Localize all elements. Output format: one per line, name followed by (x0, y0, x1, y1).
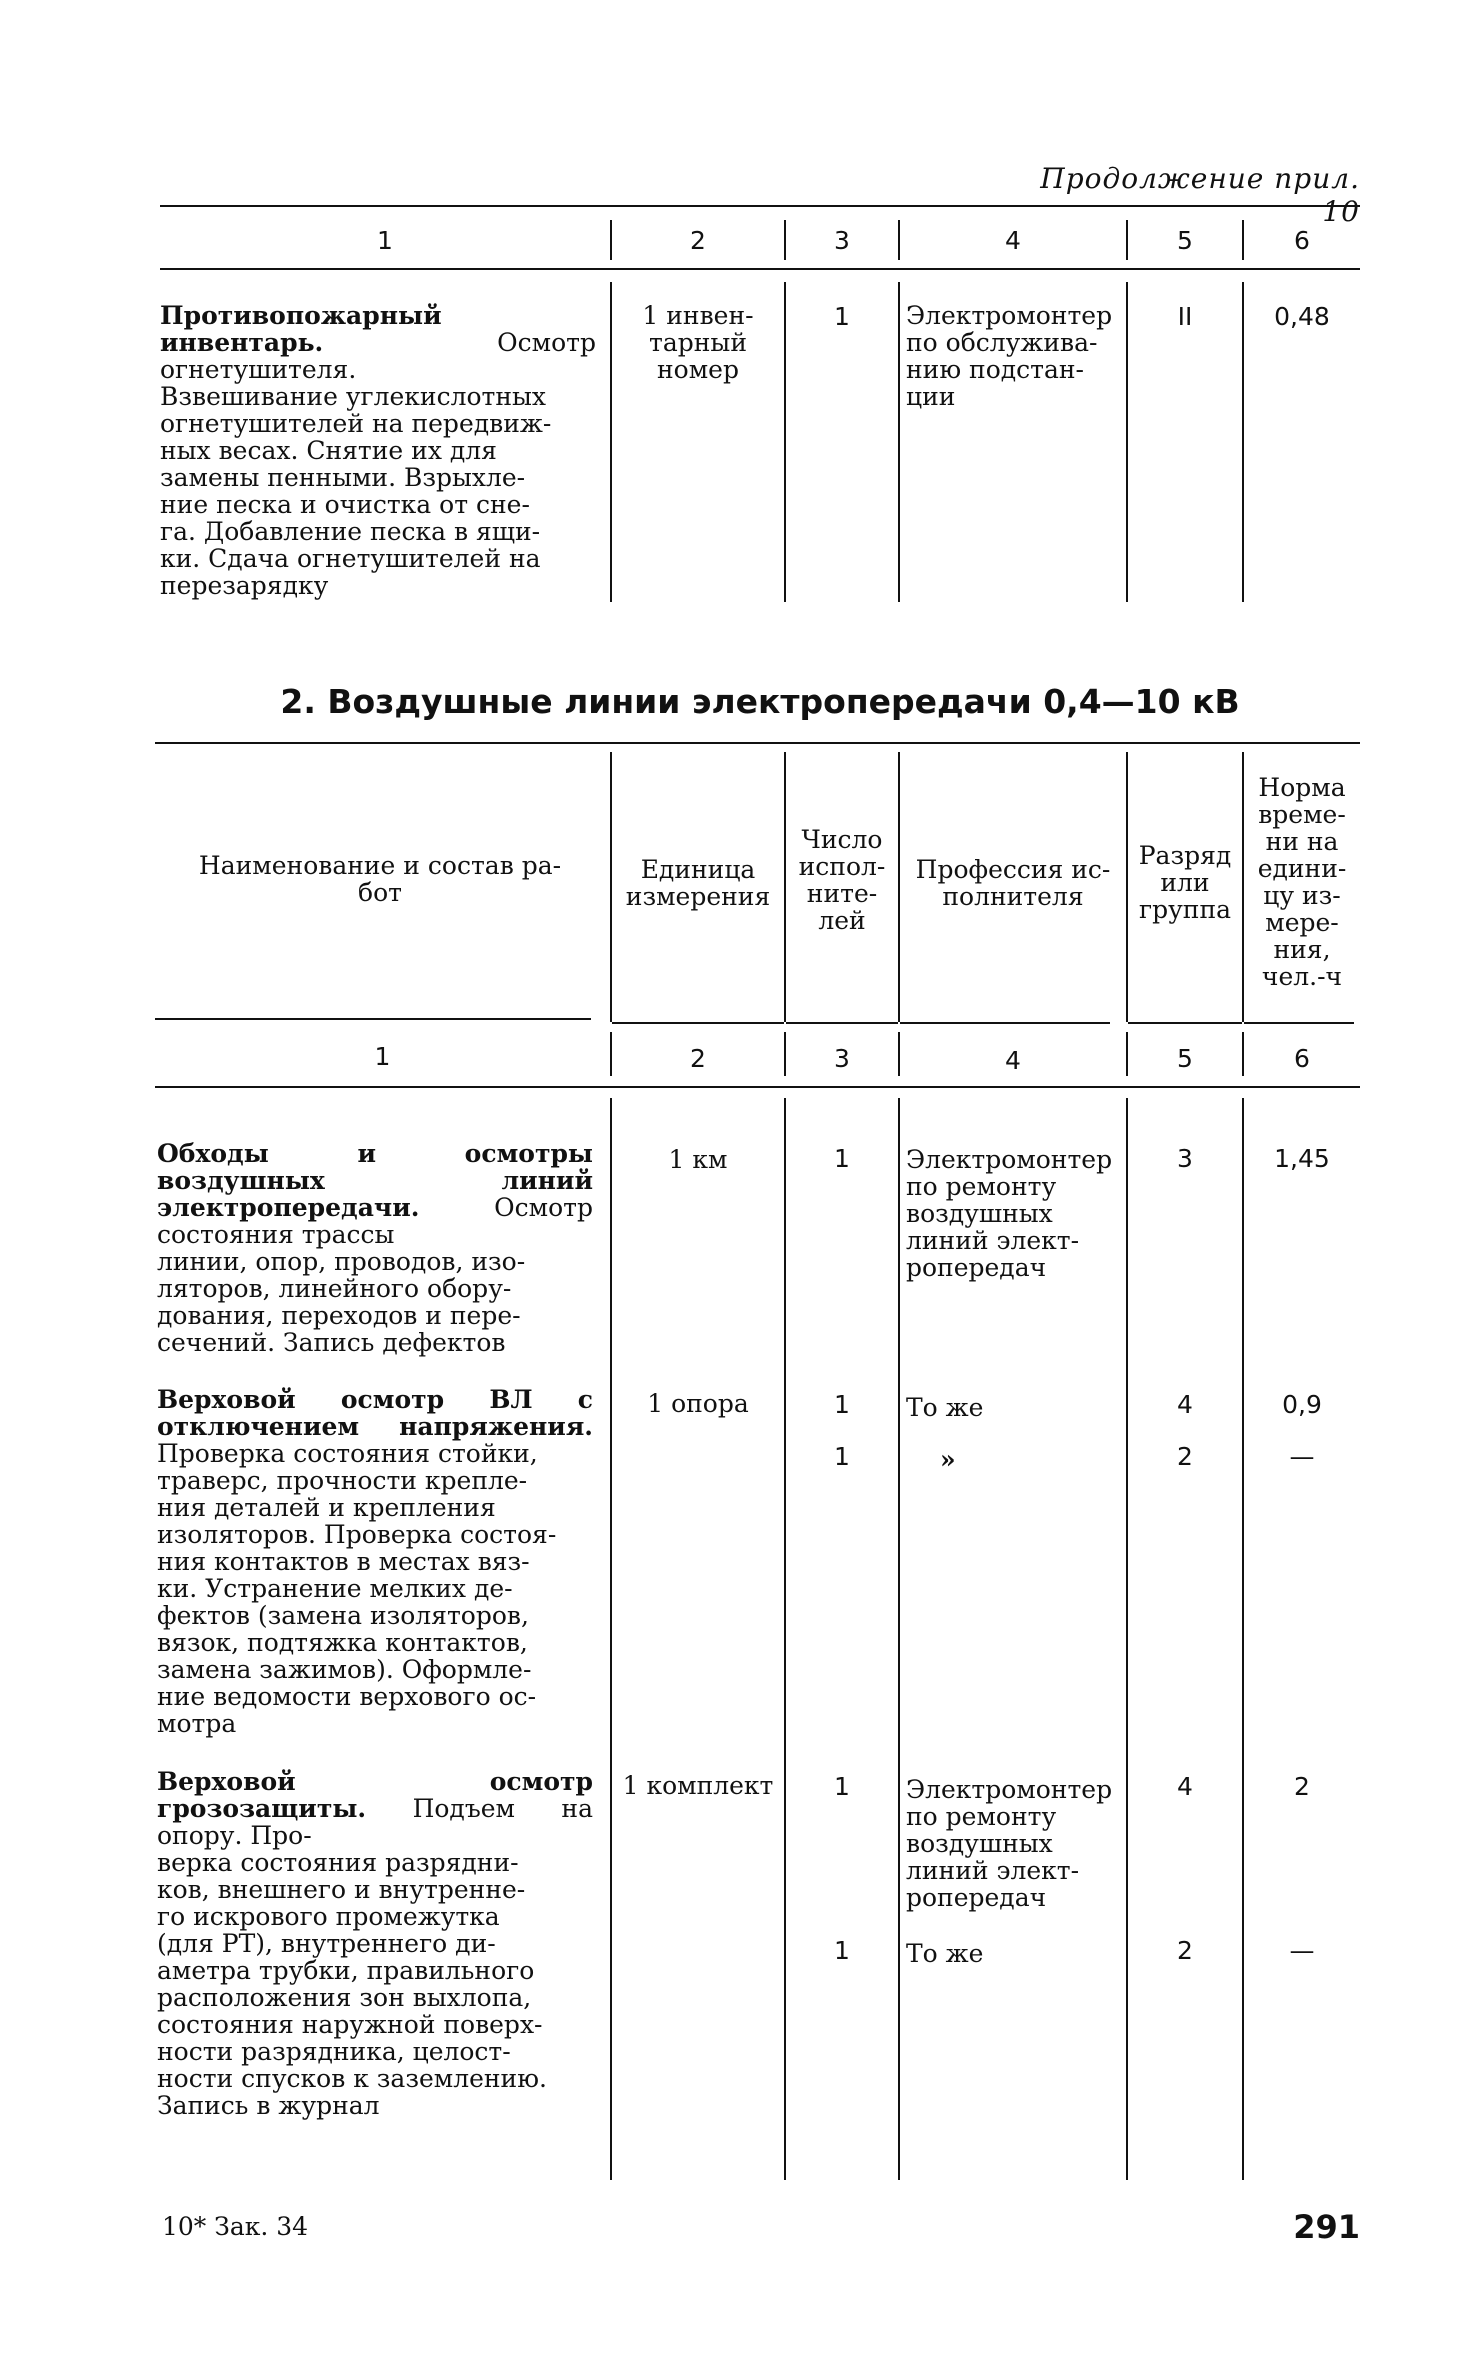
row-2-sub-profession: » (940, 1445, 956, 1474)
col-number-2: 2 (690, 1044, 706, 1073)
col-number-4: 4 (1005, 226, 1021, 255)
row-3-text: Подъем на опору. Про- верка состояния разрядни- ков, внешнего и внутренне- го искрового промежутка (для РТ), внутреннего ди- аметра трубки, правильного расположения зон выхлопа, состояния наружной поверх- ности разрядника, целост- ности спусков к заземлению. Запись в журнал (157, 1794, 593, 2120)
row-1-unit: 1 км (668, 1145, 728, 1174)
row-title: Противопожарный инвентарь. (160, 301, 442, 357)
row-2-norm: 0,9 (1282, 1390, 1322, 1419)
row-1-grade: 3 (1177, 1144, 1193, 1173)
row-grade: II (1177, 302, 1193, 331)
row-3-sub-profession: То же (906, 1939, 984, 1968)
col-number-3: 3 (834, 226, 850, 255)
row-2-sub-count: 1 (834, 1442, 850, 1471)
row-2-sub-norm: — (1289, 1442, 1315, 1471)
header-grade: Разряд или группа (1138, 841, 1232, 924)
header-count: Число испол- ните- лей (798, 825, 886, 935)
row-count: 1 (834, 302, 850, 331)
row-2-sub-grade: 2 (1177, 1442, 1193, 1471)
row-3-sub-count: 1 (834, 1936, 850, 1965)
table-row-3-work (157, 1768, 593, 2119)
row-2-grade: 4 (1177, 1390, 1193, 1419)
row-3-norm: 2 (1294, 1772, 1310, 1801)
col-number-4: 4 (1005, 1046, 1021, 1075)
row-3-sub-norm: — (1289, 1936, 1315, 1965)
col-number-3: 3 (834, 1044, 850, 1073)
col-number-5: 5 (1177, 1044, 1193, 1073)
row-3-title: Верховой осмотр грозозащиты. (157, 1767, 593, 1823)
row-3-grade: 4 (1177, 1772, 1193, 1801)
table-row-1-work (157, 1140, 593, 1356)
header-name: Наименование и состав ра- бот (198, 851, 562, 907)
header-unit: Единица измерения (625, 855, 771, 911)
col-number-2: 2 (690, 226, 706, 255)
row-1-count: 1 (834, 1144, 850, 1173)
table-row-work (160, 302, 596, 599)
row-norm: 0,48 (1274, 302, 1330, 331)
row-1-profession: Электромонтер по ремонту воздушных линий элект- ропередач (906, 1145, 1113, 1282)
col-number-1: 1 (374, 1042, 391, 1071)
row-2-profession: То же (906, 1393, 984, 1422)
row-1-title: Обходы и осмотры воздушных линий электропередачи. (157, 1139, 593, 1222)
col-number-6: 6 (1294, 226, 1310, 255)
header-profession: Профессия ис- полнителя (915, 855, 1111, 911)
footer-order-mark: 10* Зак. 34 (162, 2212, 309, 2241)
col-number-1: 1 (377, 226, 393, 255)
row-3-profession: Электромонтер по ремонту воздушных линий элект- ропередач (906, 1775, 1113, 1912)
row-1-norm: 1,45 (1274, 1144, 1330, 1173)
row-2-unit: 1 опора (647, 1389, 749, 1418)
page-number: 291 (1293, 2208, 1360, 2246)
table-row-2-work (157, 1386, 593, 1737)
row-3-count: 1 (834, 1772, 850, 1801)
row-1-text: Осмотр состояния трассы линии, опор, проводов, изо- ляторов, линейного обору- дования, переходов и пере- сечений. Запись дефектов (157, 1193, 593, 1357)
row-3-unit: 1 комплект (622, 1771, 774, 1800)
section-title: 2. Воздушные линии электропередачи 0,4—10 кВ (280, 682, 1240, 721)
row-2-title: Верховой осмотр ВЛ с отключением напряжения. (157, 1385, 593, 1441)
row-unit: 1 инвен- тарный номер (642, 301, 754, 384)
header-norm: Норма време- ни на едини- цу из- мере- ния, чел.-ч (1257, 773, 1347, 991)
col-number-5: 5 (1177, 226, 1193, 255)
row-2-text: Проверка состояния стойки, траверс, прочности крепле- ния деталей и крепления изоляторов. Проверка состоя- ния контактов в местах вяз- ки. Устранение мелких де- фектов (замена изоляторов, вязок, подтяжка контактов, замена зажимов). Оформле- ние ведомости верхового ос- мотра (157, 1439, 557, 1738)
continuation-label: Продолжение прил. 10 (1040, 162, 1360, 228)
row-2-count: 1 (834, 1390, 850, 1419)
row-text: Осмотр огнетушителя. Взвешивание углекислотных огнетушителей на передвиж- ных весах. Снятие их для замены пенными. Взрыхле- ние песка и очистка от сне- га. Добавление песка в ящи- ки. Сдача огнетушителей на перезарядку (160, 328, 596, 600)
row-3-sub-grade: 2 (1177, 1936, 1193, 1965)
col-number-6: 6 (1294, 1044, 1310, 1073)
row-profession: Электромонтер по обслужива- нию подстан- ции (906, 301, 1113, 411)
